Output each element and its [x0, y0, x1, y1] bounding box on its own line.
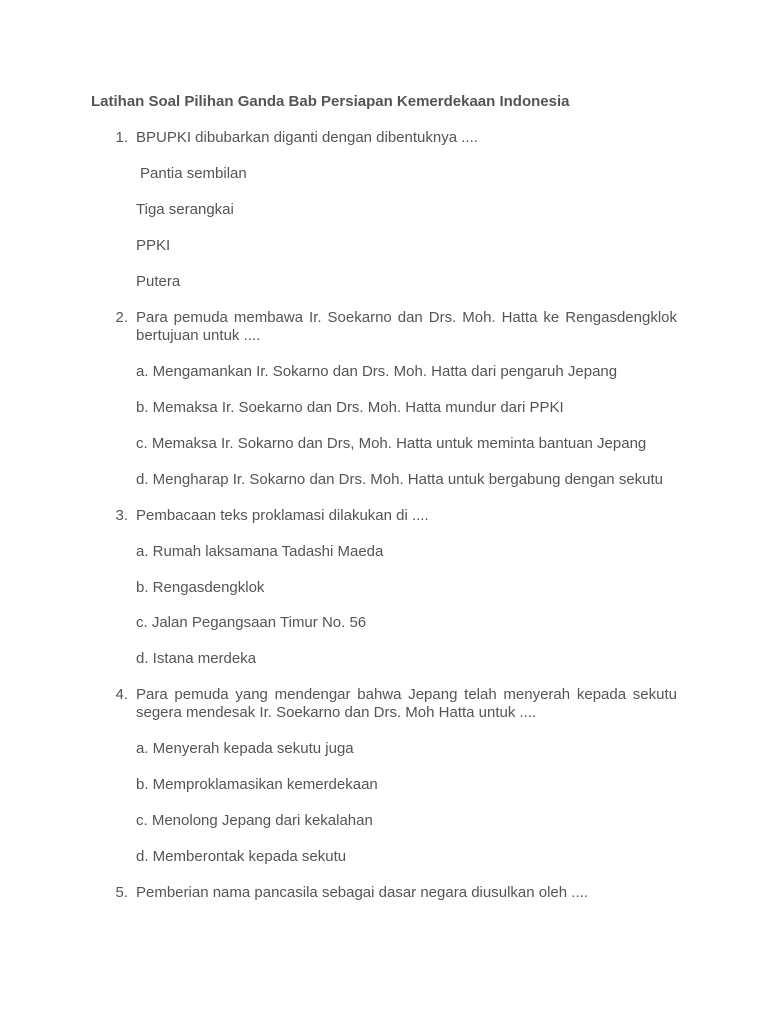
answer-option: PPKI	[136, 237, 171, 254]
answer-option: Putera	[136, 273, 181, 290]
answer-option: d. Mengharap Ir. Sokarno dan Drs. Moh. Hatta untuk bergabung dengan sekutu	[136, 471, 664, 488]
question-number: 1.	[115, 129, 128, 146]
question-text: Para pemuda membawa Ir. Soekarno dan Drs. Moh. Hatta ke Rengasdengklok bertujuan untuk ....	[136, 309, 677, 344]
answer-option: a. Menyerah kepada sekutu juga	[136, 740, 354, 757]
question-number: 4.	[115, 686, 128, 703]
answer-option: d. Istana merdeka	[136, 650, 257, 667]
question-text: Para pemuda yang mendengar bahwa Jepang telah menyerah kepada sekutu segera mendesak Ir. Soekarno dan Drs. Moh Hatta untuk ....	[136, 686, 677, 721]
document-title: Latihan Soal Pilihan Ganda Bab Persiapan Kemerdekaan Indonesia	[91, 93, 570, 110]
answer-option: b. Memaksa Ir. Soekarno dan Drs. Moh. Hatta mundur dari PPKI	[136, 399, 564, 416]
answer-option: b. Memproklamasikan kemerdekaan	[136, 776, 378, 793]
question-text: Pembacaan teks proklamasi dilakukan di ....	[136, 507, 429, 524]
answer-option: a. Mengamankan Ir. Sokarno dan Drs. Moh. Hatta dari pengaruh Jepang	[136, 363, 618, 380]
answer-option: c. Jalan Pegangsaan Timur No. 56	[136, 614, 367, 631]
answer-option: a. Rumah laksamana Tadashi Maeda	[136, 543, 384, 560]
question-number: 5.	[115, 884, 128, 901]
answer-option: c. Memaksa Ir. Sokarno dan Drs, Moh. Hatta untuk meminta bantuan Jepang	[136, 435, 647, 452]
answer-option: d. Memberontak kepada sekutu	[136, 848, 347, 865]
answer-option: Pantia sembilan	[140, 165, 247, 182]
question-text: BPUPKI dibubarkan diganti dengan dibentuknya ....	[136, 129, 478, 146]
question-text: Pemberian nama pancasila sebagai dasar negara diusulkan oleh ....	[136, 884, 588, 901]
answer-option: c. Menolong Jepang dari kekalahan	[136, 812, 373, 829]
answer-option: Tiga serangkai	[136, 201, 234, 218]
question-number: 2.	[115, 309, 128, 326]
question-number: 3.	[115, 507, 128, 524]
answer-option: b. Rengasdengklok	[136, 579, 265, 596]
